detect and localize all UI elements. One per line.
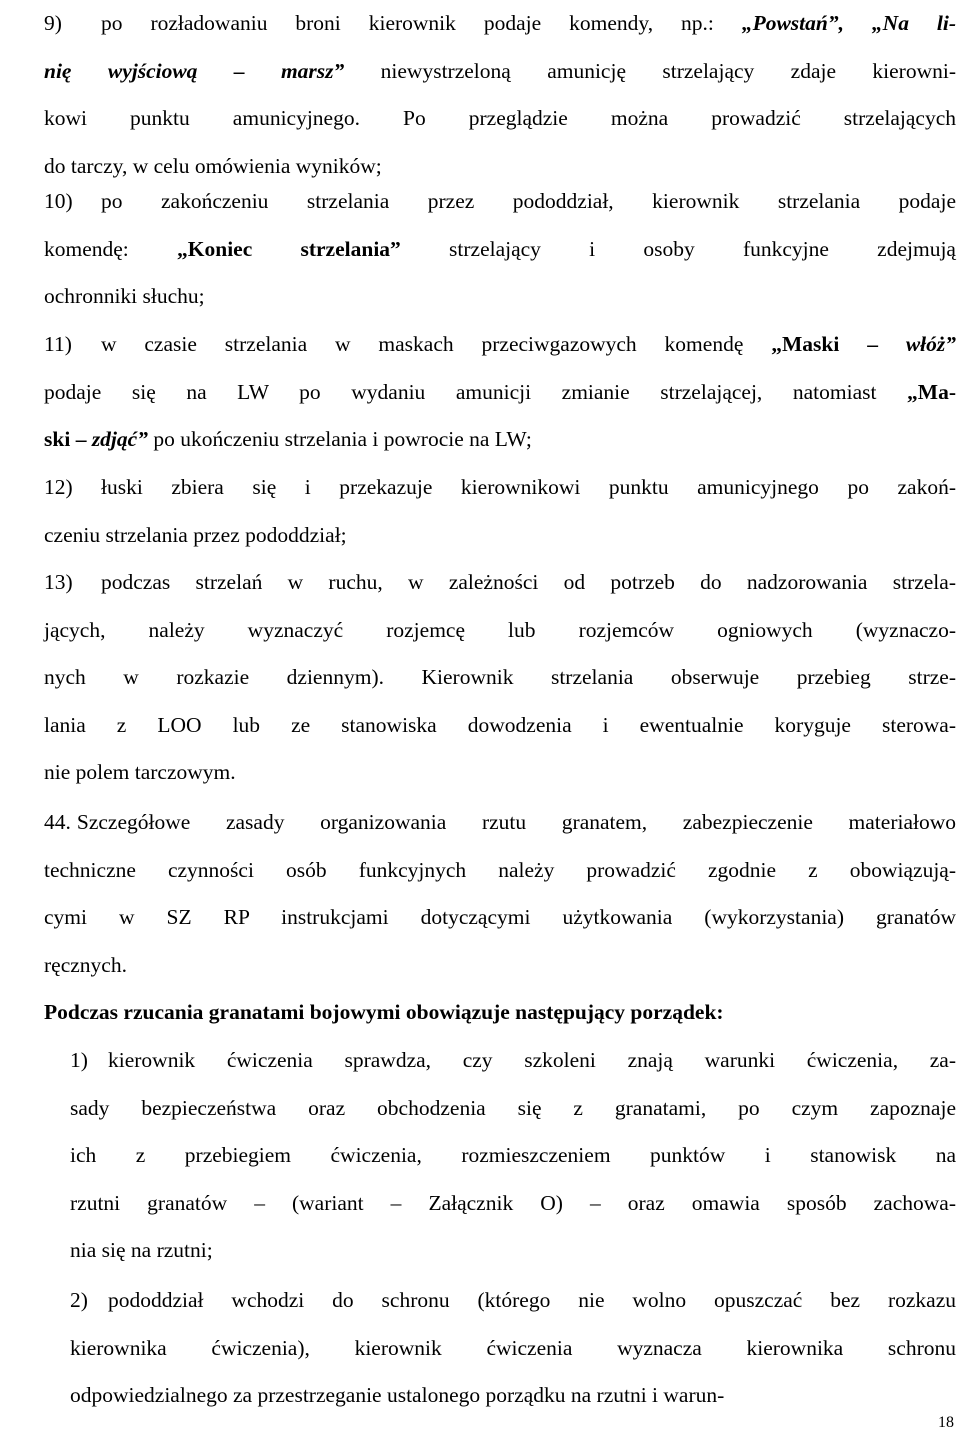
item-number: 1) [70, 1048, 88, 1072]
command-text: „Ma- [907, 379, 956, 404]
item-number: 12) [44, 475, 73, 499]
list-item-12: 12) łuski zbiera się i przekazuje kierownikowi punktu amunicyjnego po zakoń- czeniu strzelania przez pododdział; [44, 464, 956, 559]
command-text: włóż” [905, 332, 957, 356]
list-item-11: 11) w czasie strzelania w maskach przeciwgazowych komendę „Maski – włóż” podaje się na LW po wydaniu amunicji zmianie strzelającej, natomiast „Ma- ski – zdjąć” po ukończeniu strzelania i powrocie na LW; [44, 321, 956, 464]
command-text: „Powstań”, „Na li- [741, 11, 956, 35]
list-item-13: 13) podczas strzelań w ruchu, w zależności od potrzeb do nadzorowania strzela- jących, należy wyznaczyć rozjemcę lub rozjemców ogniowych (wyznaczo- nych w rozkazie dziennym). Kierownik strzelania obserwuje przebieg strze- lania z LOO lub ze stanowiska dowodzenia i ewentualnie koryguje sterowa- nie polem tarczowym. [44, 559, 956, 797]
list-item-10: 10) po zakończeniu strzelania przez pododdział, kierownik strzelania podaje komendę: „Koniec strzelania” strzelający i osoby funkcyjne zdejmują ochronniki słuchu; [44, 178, 956, 321]
section-number: 44. [44, 810, 71, 834]
grenade-item-1: 1) kierownik ćwiczenia sprawdza, czy szkoleni znają warunki ćwiczenia, za- sady bezpieczeństwa oraz obchodzenia się z granatami, po czym zapoznaje ich z przebiegiem ćwiczenia, rozmieszczeniem punktów i stanowisk na rzutni granatów – (wariant – Załącznik O) – oraz omawia sposób zachowa- nia się na rzutni; [70, 1037, 956, 1275]
item-number: 11) [44, 332, 72, 356]
command-text: „Koniec strzelania” [177, 236, 401, 261]
item-number: 13) [44, 570, 73, 594]
item-number: 2) [70, 1288, 88, 1312]
section-heading: Podczas rzucania granatami bojowymi obowiązuje następujący porządek: [44, 1000, 724, 1024]
command-text: „Maski [771, 332, 840, 356]
command-text: ski [44, 427, 71, 451]
item-number: 9) [44, 11, 62, 35]
section-44: 44. Szczegółowe zasady organizowania rzutu granatem, zabezpieczenie materiałowo techniczne czynności osób funkcyjnych należy prowadzić zgodnie z obowiązują- cymi w SZ RP instrukcjami dotyczącymi użytkowania (wykorzystania) granatów ręcznych. [44, 799, 956, 989]
command-text: zdjąć” [91, 427, 148, 451]
item-number: 10) [44, 189, 73, 213]
list-item-9: 9) po rozładowaniu broni kierownik podaje komendy, np.: „Powstań”, „Na li- nię wyjściową – marsz” niewystrzeloną amunicję strzelający zdaje kierowni- kowi punktu amunicyjnego. Po przeglądzie można prowadzić strzelających do tarczy, w celu omówienia wyników; [44, 0, 956, 190]
command-text: nię wyjściową – marsz” [44, 58, 345, 83]
grenade-item-2: 2) pododdział wchodzi do schronu (którego nie wolno opuszczać bez rozkazu kierownika ćwiczenia), kierownik ćwiczenia wyznacza kierownika schronu odpowiedzialnego za przestrzeganie ustalonego porządku na rzutni i warun- [70, 1277, 956, 1420]
page-number: 18 [938, 1414, 954, 1431]
